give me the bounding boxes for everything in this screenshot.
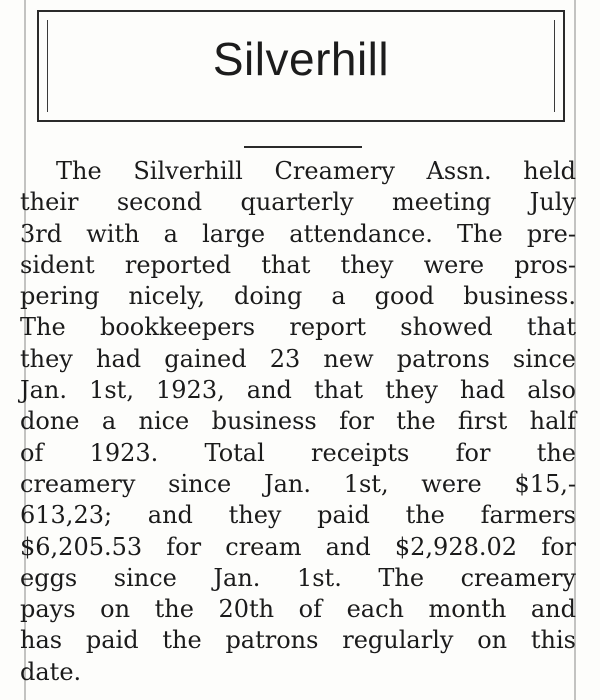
headline-box xyxy=(37,10,565,122)
article-line: has paid the patrons regularly on this xyxy=(20,626,576,655)
article-body xyxy=(20,156,580,688)
article-line: 3rd with a large attendance. The pre- xyxy=(20,219,576,248)
article-line: 613,23; and they paid the farmers xyxy=(20,501,576,530)
article-line: The Silverhill Creamery Assn. held xyxy=(56,157,576,185)
article-line: their second quarterly meeting July xyxy=(20,188,576,217)
article-line: Jan. 1st, 1923, and that they had also xyxy=(20,376,576,405)
article-line: sident reported that they were pros- xyxy=(20,250,576,279)
article-line: date. xyxy=(20,657,82,686)
article-line: The bookkeepers report showed that xyxy=(20,313,576,342)
article-line: pering nicely, doing a good business. xyxy=(20,282,576,311)
article-line: eggs since Jan. 1st. The creamery xyxy=(20,563,576,592)
article-line: pays on the 20th of each month and xyxy=(20,595,576,624)
headline: Silverhill xyxy=(212,33,390,85)
article-line: of 1923. Total receipts for the xyxy=(20,438,576,467)
article-line: $6,205.53 for cream and $2,928.02 for xyxy=(20,532,576,561)
headline-divider xyxy=(244,146,362,148)
article-line: done a nice business for the first half xyxy=(20,407,576,436)
article-line: they had gained 23 new patrons since xyxy=(20,344,576,373)
article-line: creamery since Jan. 1st, were $15,- xyxy=(20,469,576,498)
